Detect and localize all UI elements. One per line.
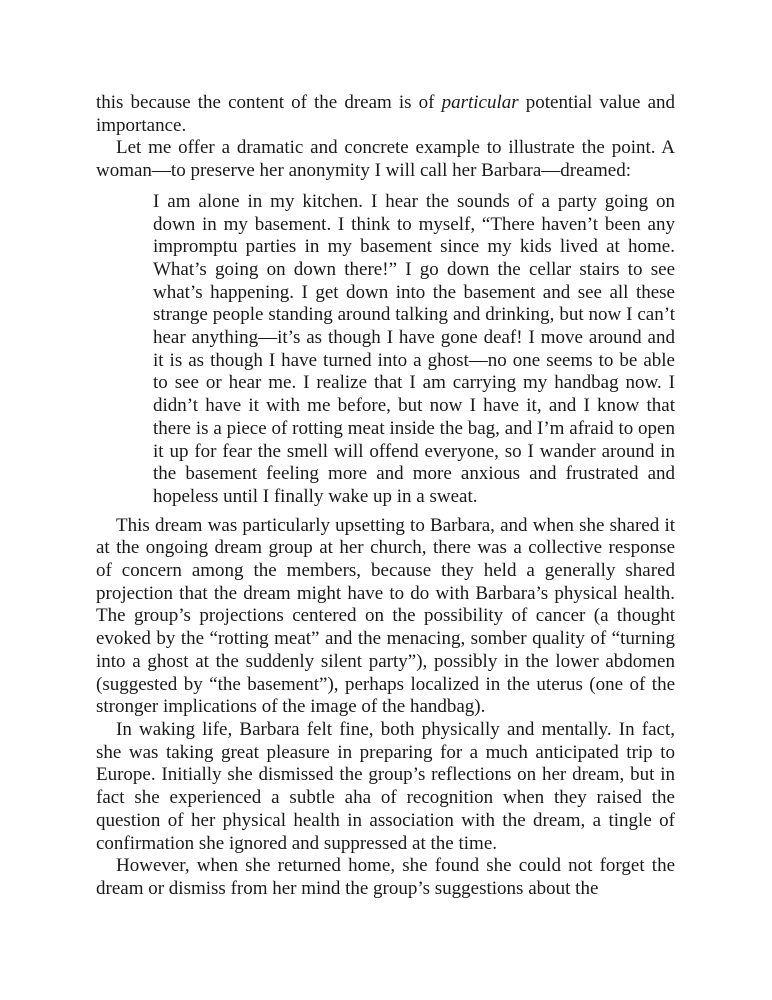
page-body xyxy=(96,92,675,901)
paragraph-continued xyxy=(96,92,675,137)
block-quote-dream: I am alone in my kitchen. I hear the sounds of a party going on down in my basement. I think to myself, “There haven’t been any impromptu parties in my basement since my kids lived at home. What’s going on down there!” I go down the cellar stairs to see what’s happening. I get down into the basement and see all these strange people standing around talking and drinking, but now I can’t hear anything—it’s as though I have gone deaf! I move around and it is as though I have turned into a ghost—no one seems to be able to see or hear me. I realize that I am carrying my handbag now. I didn’t have it with me before, but now I have it, and I know that there is a piece of rotting meat inside the bag, and I’m afraid to open it up for fear the smell will offend everyone, so I wander around in the basement feeling more and more anxious and frustrated and hopeless until I finally wake up in a sweat. xyxy=(153,190,675,507)
paragraph-intro-example: Let me offer a dramatic and concrete example to illustrate the point. A woman—to preserve her anonymity I will call her Barbara—dreamed: xyxy=(96,137,675,182)
paragraph-text: potential value and importance. xyxy=(96,92,676,136)
paragraph-text: this because the content of the dream is of xyxy=(96,92,442,113)
emphasis-text: particular xyxy=(441,92,519,113)
paragraph-group-response: This dream was particularly upsetting to Barbara, and when she shared it at the ongoing dream group at her church, there was a collective response of concern among the members, because they held a generally shared projection that the dream might have to do with Barbara’s physical health. The group’s projections centered on the possibility of cancer (a thought evoked by the “rotting meat” and the menacing, somber quality of “turning into a ghost at the suddenly silent party”), possibly in the lower abdomen (suggested by “the basement”), perhaps localized in the uterus (one of the stronger implications of the image of the handbag). xyxy=(96,514,675,718)
paragraph-waking-life: In waking life, Barbara felt fine, both physically and mentally. In fact, she was taking great pleasure in preparing for a much anticipated trip to Europe. Initially she dismissed the group’s reflections on her dream, but in fact she experienced a subtle aha of recognition when they raised the question of her physical health in association with the dream, a tingle of confirmation she ignored and suppressed at the time. xyxy=(96,718,675,854)
paragraph-return-home: However, when she returned home, she found she could not forget the dream or dismiss from her mind the group’s suggestions about the xyxy=(96,855,675,899)
